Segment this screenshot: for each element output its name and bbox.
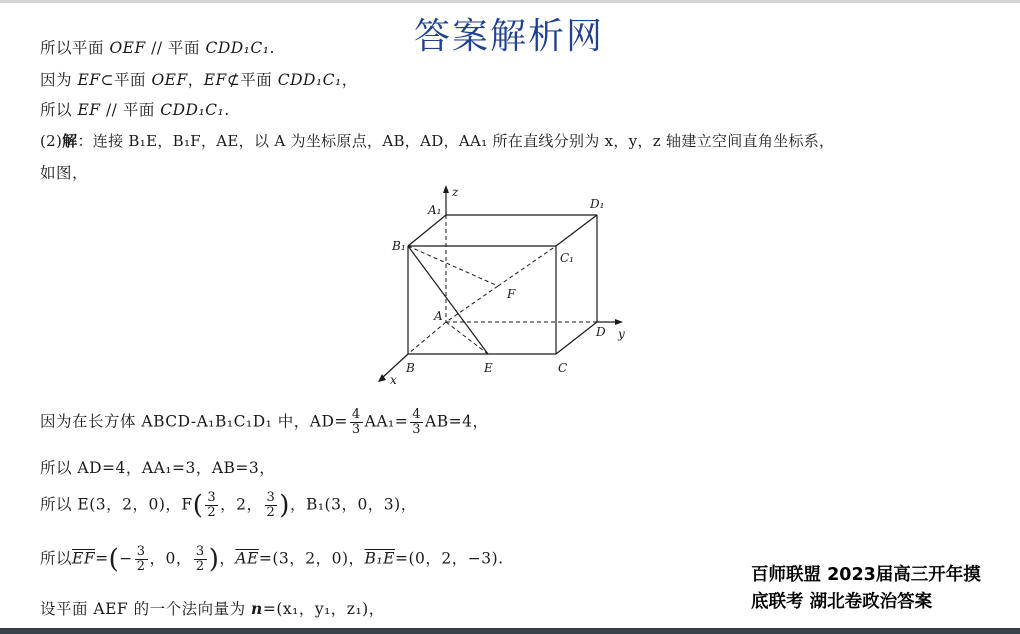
numerator: 3 [136,544,146,559]
top-border [0,0,1020,3]
numerator: 4 [412,407,422,422]
label-D1: D₁ [590,197,605,211]
math: CDD₁C₁ [277,71,342,89]
solution-line-2 [40,68,358,90]
label-F: F [507,287,516,301]
paren-open: ( [192,490,204,521]
math: OEF [109,39,146,57]
text: // 平面 [145,39,206,57]
paren-close: ) [208,544,220,575]
label-z: z [452,185,459,199]
text: =(x₁，y₁，z₁)， [262,600,385,618]
text: // 平面 [100,101,161,119]
normal-vector: n [251,599,263,618]
vector-B1E: B₁E [364,549,395,568]
text: 所以 E(3，2，0)，F [40,495,193,514]
text: ⊄平面 [226,71,278,89]
solution-line-7: 所以 AD=4，AA₁=3，AB=3， [40,459,276,477]
caption-line-1: 百师联盟 2023届高三开年摸 [751,565,981,585]
text: 因为在长方体 ABCD-A₁B₁C₁D₁ 中，AD= [40,412,348,431]
math: OEF [151,71,188,89]
text: AB=4， [425,412,489,431]
text: ⊂平面 [100,71,152,89]
text: − [119,549,133,568]
fraction [194,545,207,574]
label-D: D [596,325,606,339]
source-caption [751,562,981,616]
solution-line-8 [40,491,417,520]
solution-line-10 [40,597,385,619]
solution-label: 解 [62,132,78,150]
numerator: 3 [266,490,276,505]
label-C1: C₁ [560,251,574,265]
bottom-bar [0,628,1020,634]
label-C: C [558,361,568,375]
denominator: 2 [207,505,217,520]
math: CDD₁C₁ [160,101,225,119]
text: 所以 [40,549,73,568]
text: . [269,39,275,57]
text: ，0， [149,549,192,568]
text: 因为 [40,71,78,89]
paren-open: ( [108,544,120,575]
text: ，2， [220,495,263,514]
label-A1: A₁ [428,203,442,217]
label-A: A [434,309,443,323]
text: ：连接 B₁E，B₁F，AE，以 A 为坐标原点，AB，AD，AA₁ 所在直线分别为 x，y，z 轴建立空间直角坐标系， [77,132,835,150]
text: ， [219,549,236,568]
fraction [410,408,423,437]
text: ， [341,71,358,89]
solution-line-4 [40,130,834,151]
text: . [224,101,230,119]
caption-line-2: 底联考 湖北卷政治答案 [751,592,933,612]
label-E: E [484,361,493,375]
watermark-title: 答案解析网 [414,16,605,57]
label-x: x [390,373,397,387]
cuboid-figure [360,182,650,392]
fraction [135,545,148,574]
math: EF [77,71,101,89]
fraction [350,408,363,437]
math: EF [203,71,227,89]
vector-EF: $\overline{EF}$ [72,549,96,568]
solution-line-3 [40,98,230,120]
solution-line-1 [40,36,275,58]
solution-line-9 [40,545,504,574]
solution-line-6 [40,408,488,437]
math: EF [77,101,101,119]
label-y: y [618,327,625,341]
text: ， [187,71,204,89]
text: AA₁= [364,412,409,431]
text: 所以平面 [40,39,110,57]
vector-AE: $\overline{AE}$ [235,549,259,568]
text: =(3，2，0)， [258,549,365,568]
math: CDD₁C₁ [205,39,270,57]
label-B1: B₁ [392,239,406,253]
denominator: 3 [412,422,422,437]
denominator: 2 [266,505,276,520]
numerator: 3 [207,490,217,505]
fraction [265,491,278,520]
fraction [205,491,218,520]
paren-close: ) [279,490,290,521]
label-B: B [406,361,415,375]
solution-line-5: 如图， [40,164,89,182]
text: (2) [40,132,63,150]
denominator: 3 [351,422,361,437]
text: =(0，2，−3). [394,549,504,568]
numerator: 4 [351,407,361,422]
text: = [95,549,109,568]
denominator: 2 [195,559,205,574]
text: ，B₁(3，0，3)， [289,495,417,514]
denominator: 2 [136,559,146,574]
numerator: 3 [195,544,205,559]
text: 设平面 AEF 的一个法向量为 [40,600,252,618]
text: 所以 [40,101,78,119]
